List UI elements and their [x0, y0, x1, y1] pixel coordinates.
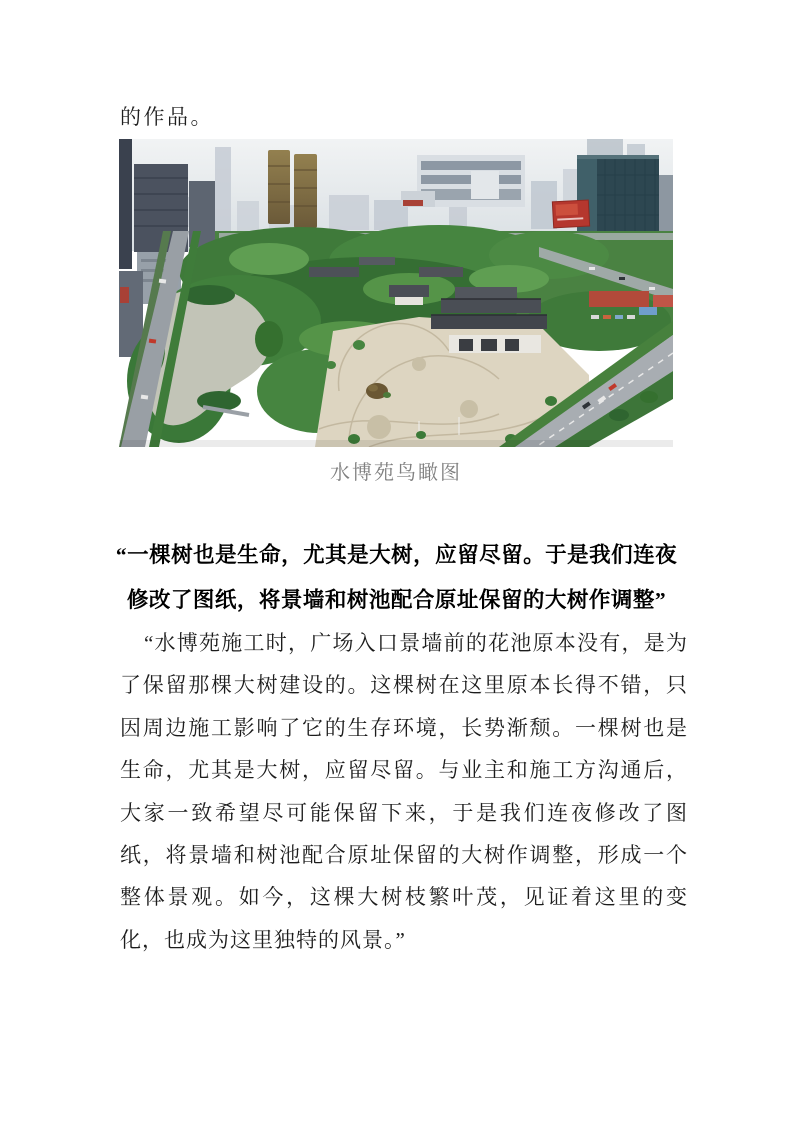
gate-building: [401, 155, 525, 207]
body-paragraph: “水博苑施工时，广场入口景墙前的花池原本没有，是为了保留那棵大树建设的。这棵树在这里原本长得不错，只因周边施工影响了它的生存环境，长势渐颓。一棵树也是生命，尤其是大树，应留尽留。与业主和施工方沟通后，大家一致希望尽可能保留下来，于是我们连夜修改了图纸，将景墙和树池配合原址保留的大树作调整，形成一个整体景观。如今，这棵大树枝繁叶茂，见证着这里的变化，也成为这里独特的风景。”: [120, 631, 688, 952]
red-billboard: [552, 200, 589, 228]
aerial-photo-figure: [119, 139, 673, 447]
figure-caption: 水博苑鸟瞰图: [330, 462, 462, 484]
quote-line-1: “一棵树也是生命，尤其是大树，应留尽留。于是我们连夜: [115, 543, 678, 567]
quote-heading: [104, 533, 689, 623]
shuiboyuan-aerial-photo: [119, 139, 673, 447]
quote-line-2: 修改了图纸，将景墙和树池配合原址保留的大树作调整”: [126, 588, 667, 612]
intro-text: 的作品。: [120, 105, 214, 129]
photo-vignette: [119, 440, 673, 447]
